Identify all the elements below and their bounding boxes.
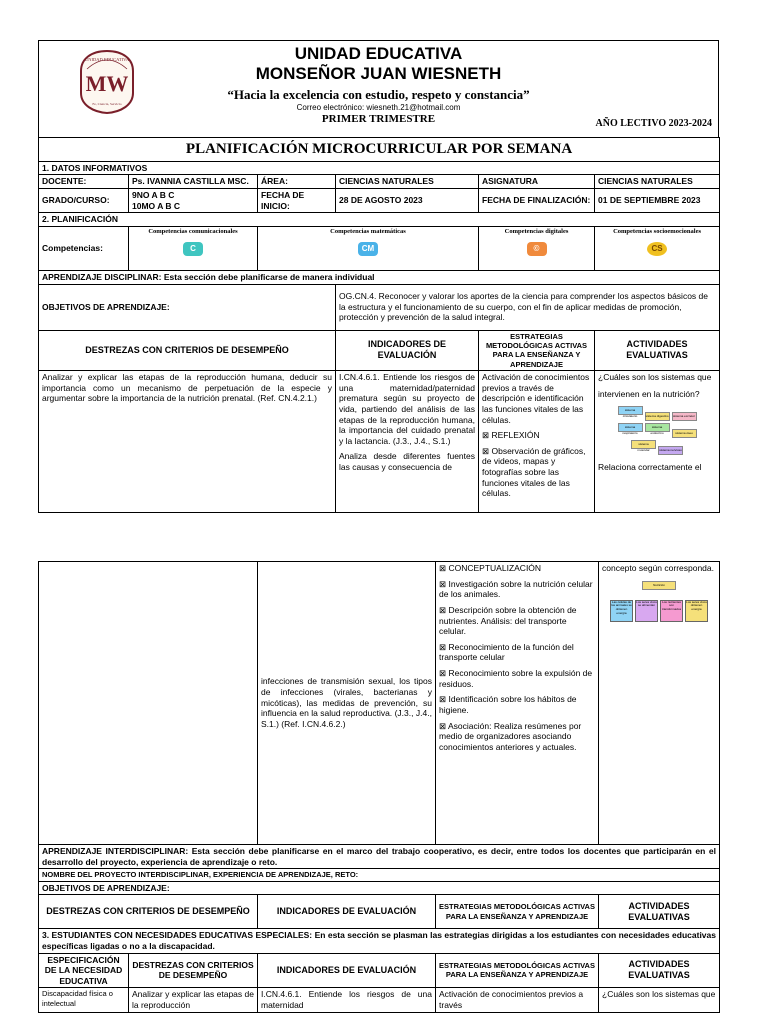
asignatura-value: CIENCIAS NATURALES — [595, 175, 720, 189]
nee-indicador: I.CN.4.6.1. Entiende los riesgos de una maternidad — [258, 988, 436, 1012]
digital-icon: © — [527, 242, 547, 256]
col-indicadores: INDICADORES DE EVALUACIÓN — [336, 330, 479, 371]
school-name-line2: MONSEÑOR JUAN WIESNETH — [255, 64, 502, 83]
estrategia-text: ⊠ Investigación sobre la nutrición celular de los animales. — [439, 578, 593, 600]
section-planificacion: 2. PLANIFICACIÓN — [39, 213, 720, 227]
area-label: ÁREA: — [258, 175, 336, 189]
trimester-label: PRIMER TRIMESTRE — [321, 113, 436, 125]
nee-estrategia: Activación de conocimientos previos a través — [436, 988, 599, 1012]
objetivos-label-2: OBJETIVOS DE APRENDIZAJE: — [39, 881, 720, 895]
concept-image — [602, 578, 716, 591]
estrategia-text: ⊠ Observación de gráficos, de videos, mapas y fotografías sobre las funciones vitales de las células. — [482, 445, 586, 499]
actividad-text: intervienen en la nutrición? — [598, 388, 700, 399]
col-estrategias: ESTRATEGIAS METODOLÓGICAS ACTIVAS PARA LA ENSEÑANZA Y APRENDIZAJE — [436, 953, 599, 988]
docente-label: DOCENTE: — [39, 175, 129, 189]
competencia-title: Competencias matemáticas — [330, 227, 406, 235]
mini-card: sistema circulatorio — [618, 406, 643, 415]
fecha-fin-value: 01 DE SEPTIEMBRE 2023 — [595, 189, 720, 213]
school-year: AÑO LECTIVO 2023-2024 — [595, 118, 712, 129]
nombre-proyecto: NOMBRE DEL PROYECTO INTERDISCIPLINAR, EXPERIENCIA DE APRENDIZAJE, RETO: — [39, 869, 720, 881]
nee-actividad: ¿Cuáles son los sistemas que — [599, 988, 720, 1012]
col-indicadores: INDICADORES DE EVALUACIÓN — [258, 953, 436, 988]
section-datos: 1. DATOS INFORMATIVOS — [39, 161, 720, 175]
actividad-text: concepto según corresponda. — [602, 563, 714, 573]
math-icon: CM — [358, 242, 378, 256]
school-name-line1: UNIDAD EDUCATIVA — [294, 44, 463, 63]
estrategia-cell — [436, 562, 599, 845]
mini-card: sistema respiratorio — [618, 423, 643, 432]
systems-image — [598, 405, 716, 456]
estrategia-text: ⊠ Reconocimiento sobre la expulsión de residuos. — [439, 668, 593, 689]
necesidades-especiales: 3. ESTUDIANTES CON NECESIDADES EDUCATIVAS ESPECIALES: En esta sección se plasman las estrategias dirigidas a los estudiantes con necesidades educativas específicas ligadas o no a la discapacidad. — [39, 929, 720, 953]
socioemotional-icon: CS — [647, 242, 667, 256]
indicador-text: I.CN.4.6.1. Entiende los riesgos de una maternidad/paternidad prematura según su proyecto de vida, partiendo del análisis de las etapas de la reproducción humana, la importancia del cuidado prenatal y la lactancia. (J.3., J.4., S.1.) — [339, 372, 475, 446]
indicador-text: Analiza desde diferentes fuentes las causas y consecuencia de — [339, 451, 475, 472]
mini-card: sistema nervioso — [658, 446, 683, 455]
asignatura-label: ASIGNATURA — [479, 175, 595, 189]
estrategia-text: ⊠ Reconocimiento de la función del transporte celular — [439, 641, 574, 663]
col-actividades: ACTIVIDADES EVALUATIVAS — [599, 895, 720, 929]
estrategia-text: ⊠ REFLEXIÓN — [482, 430, 540, 441]
docente-value: Ps. IVANNIA CASTILLA MSC. — [129, 175, 258, 189]
note-card: Los nutrientes son transformados — [660, 600, 683, 622]
col-destrezas: DESTREZAS CON CRITERIOS DE DESEMPEÑO — [39, 895, 258, 929]
area-value: CIENCIAS NATURALES — [336, 175, 479, 189]
col-actividades: ACTIVIDADES EVALUATIVAS — [599, 953, 720, 988]
indicador-cell: infecciones de transmisión sexual, los tipos de infecciones (virales, bacterianas y micóticas), las medidas de prevención, su influencia en la salud reproductiva. (J.3., J.4., S.1.) (Ref. I.CN.4.6.2.) — [258, 562, 436, 845]
actividad-text: ¿Cuáles son los sistemas que — [598, 372, 712, 382]
fecha-fin-label: FECHA DE FINALIZACIÓN: — [479, 189, 595, 213]
school-name — [39, 44, 718, 84]
school-motto: “Hacia la excelencia con estudio, respeto y constancia” — [227, 87, 530, 102]
estrategia-text: ⊠ Descripción sobre la obtención de nutrientes. Análisis: del transporte celular. — [439, 604, 577, 637]
col-especificacion: ESPECIFICACIÓN DE LA NECESIDAD EDUCATIVA — [39, 953, 129, 988]
grado-value — [129, 189, 258, 213]
competencia-title: Competencias digitales — [504, 227, 569, 235]
objetivos-label: OBJETIVOS DE APRENDIZAJE: — [39, 284, 336, 330]
page-1 — [38, 40, 719, 513]
planning-table — [38, 137, 720, 513]
competencia-title: Competencias comunicacionales — [148, 227, 238, 235]
page-2 — [38, 561, 719, 1013]
mini-card: sistema digestivo — [645, 412, 670, 421]
svg-text:MW: MW — [85, 71, 129, 96]
mini-card: sistema endocrino — [645, 423, 670, 432]
note-card: Los seres vivos obtienen energía — [685, 600, 708, 622]
note-card: Las células de los animales se obtienen energía — [610, 600, 633, 622]
mini-card: sistema óseo — [672, 429, 697, 438]
estrategia-text: ⊠ Asociación: Realiza resúmenes por medio de organizadores asociando conocimientos anteriores y actuales. — [439, 720, 582, 752]
grado-label: GRADO/CURSO: — [39, 189, 129, 213]
grado-line1: 9NO A B C — [132, 190, 175, 200]
destreza-cell-empty — [39, 562, 258, 845]
planning-table-continued — [38, 561, 720, 1013]
mini-card: sistema excretor — [672, 412, 697, 421]
note-card: Los seres vivos se alimentan — [635, 600, 658, 622]
actividad-cell — [595, 371, 720, 513]
nee-destreza: Analizar y explicar las etapas de la reproducción — [129, 988, 258, 1012]
destreza-cell: Analizar y explicar las etapas de la reproducción humana, deducir su importancia como un mecanismo de perpetuación de la especie y argumentar sobre la importancia de la nutrición prenatal. (Ref. CN.4.2.1.) — [39, 371, 336, 513]
indicador-cell — [336, 371, 479, 513]
plan-title: PLANIFICACIÓN MICROCURRICULAR POR SEMANA — [39, 138, 720, 162]
nee-especificacion: Discapacidad física o intelectual — [39, 988, 129, 1012]
competencia-matematica — [258, 226, 479, 270]
objetivo-text: OG.CN.4. Reconocer y valorar los aportes de la ciencia para comprender los aspectos básicos de la estructura y el funcionamiento de su cuerpo, con el fin de aplicar medidas de promoción, protección y prevención de la salud integral. — [336, 284, 720, 330]
fecha-inicio-value: 28 DE AGOSTO 2023 — [336, 189, 479, 213]
col-estrategias: ESTRATEGIAS METODOLÓGICAS ACTIVAS PARA LA ENSEÑANZA Y APRENDIZAJE — [436, 895, 599, 929]
competencia-socioemocional — [595, 226, 720, 270]
document-header — [38, 40, 719, 137]
school-email: Correo electrónico: wiesneth.21@hotmail.com — [296, 103, 461, 112]
estrategia-text: ⊠ Identificación sobre los hábitos de higiene. — [439, 694, 577, 715]
actividad-cell — [599, 562, 720, 845]
svg-text:Fe, Ciencia, Servicio: Fe, Ciencia, Servicio — [92, 102, 122, 106]
estrategia-cell — [479, 371, 595, 513]
col-destrezas-nee: DESTREZAS CON CRITERIOS DE DESEMPEÑO — [129, 953, 258, 988]
competencia-comunicacional — [129, 226, 258, 270]
concept-notes — [602, 599, 716, 623]
col-actividades: ACTIVIDADES EVALUATIVAS — [595, 330, 720, 371]
aprendizaje-disciplinar: APRENDIZAJE DISCIPLINAR: Esta sección debe planificarse de manera individual — [39, 270, 720, 284]
grado-line2: 10MO A B C — [132, 200, 181, 211]
col-destrezas: DESTREZAS CON CRITERIOS DE DESEMPEÑO — [39, 330, 336, 371]
competencia-title: Competencias socioemocionales — [613, 227, 701, 235]
col-indicadores: INDICADORES DE EVALUACIÓN — [258, 895, 436, 929]
concept-card: Nutrición — [642, 581, 676, 590]
aprendizaje-interdisciplinar: APRENDIZAJE INTERDISCIPLINAR: Esta sección debe planificarse en el marco del trabajo cooperativo, es decir, entre todos los docentes que participarán en el desarrollo del proyecto, experiencia de aprendizaje o reto. — [39, 845, 720, 869]
actividad-text: Relaciona correctamente el — [598, 462, 702, 473]
col-estrategias: ESTRATEGIAS METODOLÓGICAS ACTIVAS PARA LA ENSEÑANZA Y APRENDIZAJE — [479, 330, 595, 371]
competencias-label: Competencias: — [39, 226, 129, 270]
svg-text:UNIDAD EDUCATIVA: UNIDAD EDUCATIVA — [84, 57, 130, 62]
estrategia-text: ⊠ CONCEPTUALIZACIÓN — [439, 563, 542, 573]
communication-icon: C — [183, 242, 203, 256]
fecha-inicio-label: FECHA DE INICIO: — [258, 189, 336, 213]
mini-card: sistema muscular — [631, 440, 656, 449]
competencia-digital — [479, 226, 595, 270]
estrategia-text: Activación de conocimientos previos a través de descripción e identificación las funciones vitales de las células. — [482, 372, 590, 425]
